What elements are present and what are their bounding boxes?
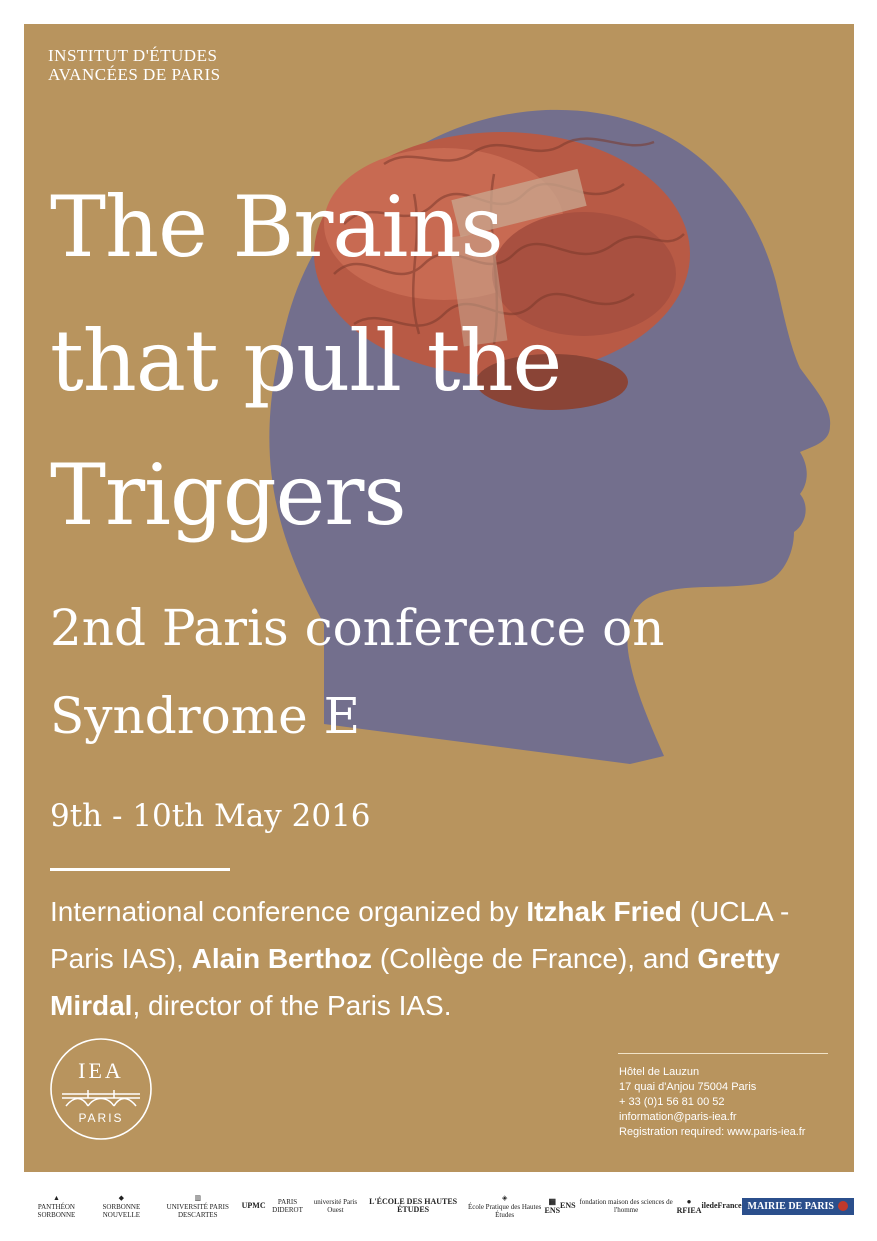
iea-paris-seal [48,1036,154,1142]
title-line-2: that pull the [50,312,562,410]
flag-icon [838,1201,848,1211]
partner-logo: ▦ ENS [544,1196,561,1215]
poster-title [50,160,561,562]
registration-note: Registration required: www.paris-iea.fr [619,1126,806,1138]
email: information@paris-iea.fr [619,1111,737,1123]
venue: Hôtel de Lauzun [619,1066,700,1078]
desc-text-3: (Collège de France), and [372,943,698,974]
circle-icon: ● [686,1196,692,1206]
partner-logo-mairie: MAIRIE DE PARIS [742,1198,855,1215]
subtitle-line-2: Syndrome E [50,687,361,745]
poster-subtitle [50,584,664,760]
partner-logo: PARIS DIDEROT [272,1198,303,1214]
address: 17 quai d'Anjou 75004 Paris [619,1081,757,1093]
partner-logo: ▥ UNIVERSITÉ PARIS DESCARTES [166,1193,229,1219]
desc-text-1: International conference organized by [50,896,527,927]
partner-logo: ▲ PANTHÉON SORBONNE [37,1193,76,1219]
institute-line-2: AVANCÉES DE PARIS [48,65,221,84]
seal-bottom-text: PARIS [78,1111,124,1125]
desc-text-2: (UCLA - Paris IAS), [50,896,790,974]
subtitle-line-1: 2nd Paris conference on [50,599,665,657]
desc-text-4: , director of the Paris IAS. [132,990,452,1021]
institute-name [48,46,221,84]
title-line-1: The Brains [50,178,503,276]
partner-logos [24,1186,854,1226]
partner-logo: fondation maison des sciences de l'homme [579,1198,673,1214]
partner-logo: université Paris Ouest [313,1198,358,1214]
institute-line-1: INSTITUT D'ÉTUDES [48,46,218,65]
bridge-icon [62,1090,140,1106]
building-icon: ▥ [194,1193,202,1202]
contact-block [619,1065,805,1140]
partner-logo: ● RFIEA [676,1196,702,1215]
partner-logo: UPMC [241,1201,266,1210]
conference-description [50,888,840,1029]
poster [24,24,854,1172]
phone: + 33 (0)1 56 81 00 52 [619,1096,725,1108]
organizer-berthoz: Alain Berthoz [191,943,373,974]
event-date: 9th - 10th May 2016 [50,798,371,834]
partner-logo: L'ÉCOLE DES HAUTES ÉTUDES [369,1197,458,1214]
crest-icon: ▲ [52,1193,60,1202]
contact-divider [618,1053,828,1054]
partner-logo: iledeFrance [701,1201,742,1210]
organizer-fried: Itzhak Fried [526,896,682,927]
organizer-mirdal: Gretty Mirdal [50,943,780,1021]
seal-top-text: IEA [78,1058,124,1083]
building-icon: ▦ [548,1196,557,1206]
diamond-icon: ◈ [501,1193,508,1202]
crest-icon: ◆ [118,1193,125,1202]
partner-logo: ◈ École Pratique des Hautes Études [468,1193,542,1219]
divider [50,868,230,871]
title-line-3: Triggers [50,446,406,544]
partner-logo: ENS [560,1201,576,1210]
partner-logo: ◆ SORBONNE NOUVELLE [102,1193,141,1219]
